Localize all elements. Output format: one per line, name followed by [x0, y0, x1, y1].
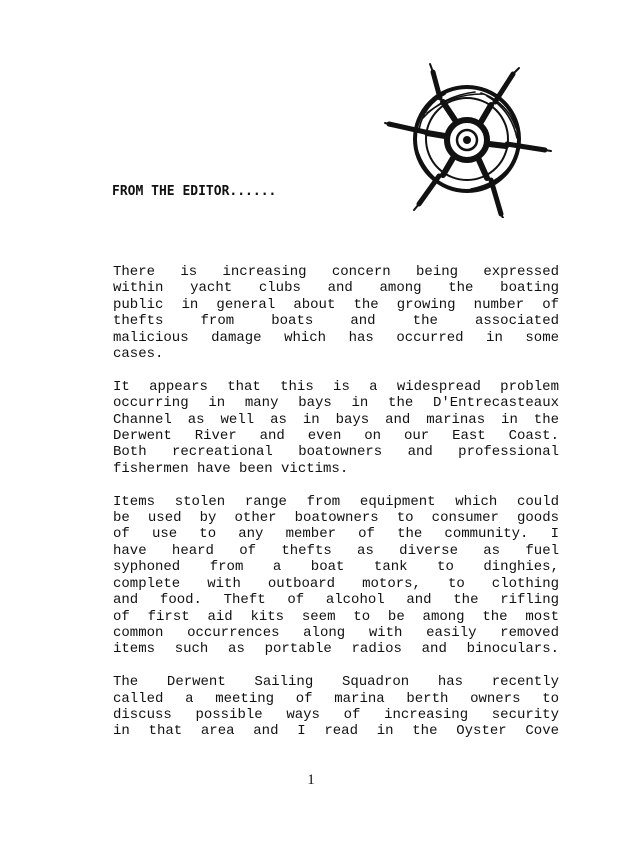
text-line: discuss possible ways of increasing security: [113, 706, 559, 723]
text-line: complete with outboard motors, to clothing: [113, 575, 559, 592]
text-line: It appears that this is a widespread problem: [113, 378, 559, 395]
text-line: Channel as well as in bays and marinas in the: [113, 411, 559, 428]
text-line: Both recreational boatowners and professional: [113, 444, 559, 461]
page-number: 1: [307, 772, 315, 788]
text-line: items such as portable radios and binoculars.: [113, 641, 559, 658]
paragraph-4: [113, 674, 559, 740]
paragraph-2: [113, 379, 559, 477]
text-line: There is increasing concern being expressed: [113, 264, 559, 280]
text-line: occurring in many bays in the D'Entrecasteaux: [113, 395, 559, 412]
text-line: of use to any member of the community. I: [113, 526, 559, 543]
text-line: syphoned from a boat tank to dinghies,: [113, 559, 559, 576]
text-line: have heard of thefts as diverse as fuel: [113, 542, 559, 559]
text-line: within yacht clubs and among the boating: [113, 280, 559, 297]
text-line: cases.: [113, 346, 164, 363]
text-line: fishermen have been victims.: [113, 460, 349, 477]
text-line: in that area and I read in the Oyster Cove: [113, 723, 559, 740]
text-line: The Derwent Sailing Squadron has recently: [113, 674, 559, 691]
ships-wheel-icon: [383, 58, 555, 218]
text-line: called a meeting of marina berth owners to: [113, 690, 559, 707]
paragraph-1: [113, 264, 559, 362]
text-line: of first aid kits seem to be among the most: [113, 608, 559, 625]
text-line: Derwent River and even on our East Coast.: [113, 428, 559, 445]
editorial-body: [113, 264, 559, 756]
text-line: malicious damage which has occurred in some: [113, 329, 559, 346]
paragraph-3: [113, 494, 559, 658]
text-line: common occurrences along with easily removed: [113, 624, 559, 641]
text-line: thefts from boats and the associated: [113, 313, 559, 330]
text-line: Items stolen range from equipment which could: [113, 493, 559, 510]
text-line: public in general about the growing number of: [113, 296, 559, 313]
text-line: and food. Theft of alcohol and the rifling: [113, 592, 559, 609]
text-line: be used by other boatowners to consumer goods: [113, 510, 559, 527]
editor-heading: FROM THE EDITOR......: [112, 184, 277, 199]
